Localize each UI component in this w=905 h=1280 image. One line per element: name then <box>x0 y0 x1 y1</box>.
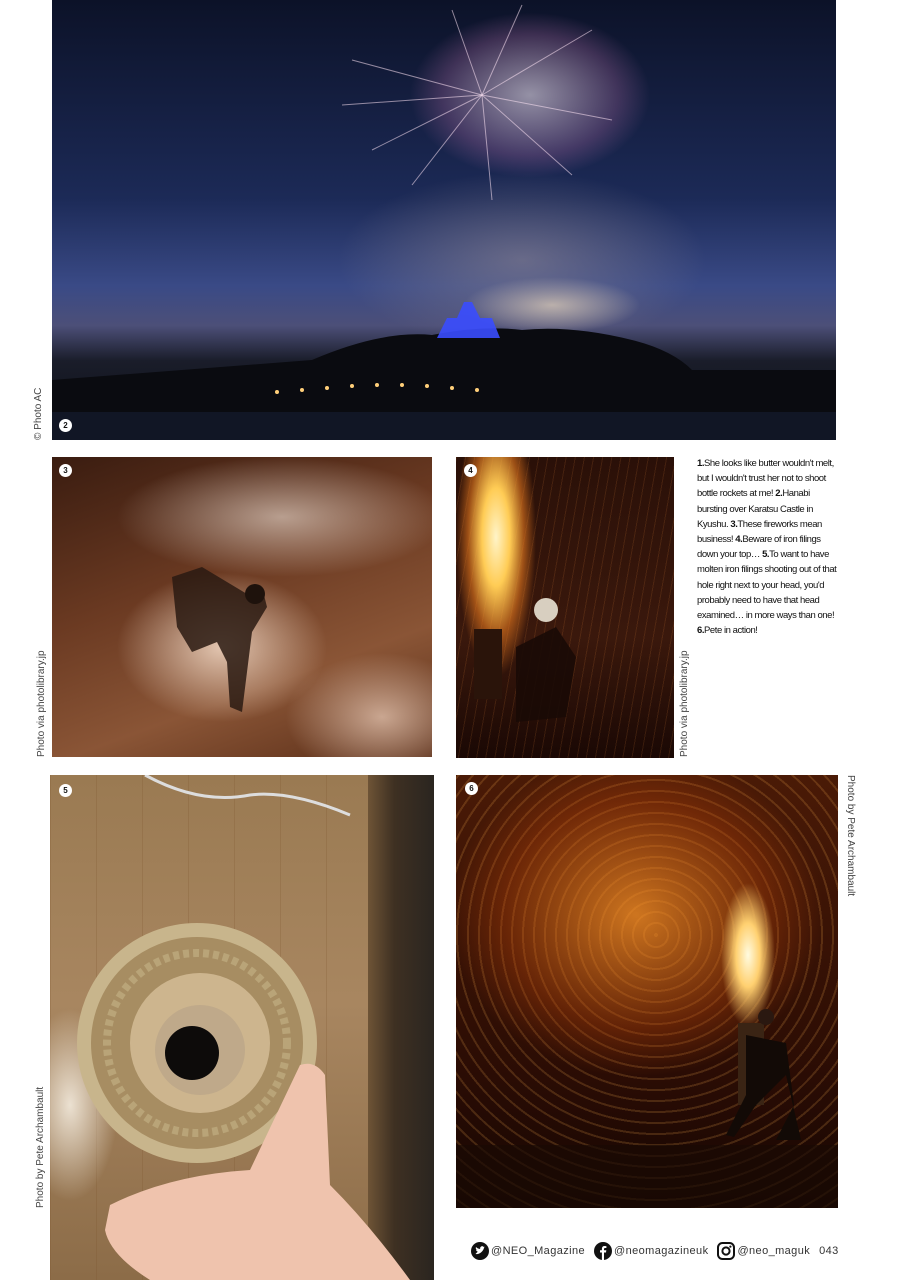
photo-fireworks-karatsu-castle <box>52 0 836 440</box>
caption-item: 5.To want to have molten iron filings shooting out of that hole right next to your head, you'd probably need to have that head examined… in more ways than one! <box>697 549 837 622</box>
social-footer <box>471 1241 839 1261</box>
page-number: 043 <box>819 1245 839 1257</box>
caption-item: 1.She looks like butter wouldn't melt, but I wouldn't trust her not to shoot bottle rockets at me! <box>697 458 834 500</box>
photo-number-badge: 3 <box>59 464 72 477</box>
fireworks-scene <box>52 0 836 440</box>
photo-number-badge: 5 <box>59 784 72 797</box>
twitter-icon <box>471 1242 489 1260</box>
tube-and-hand <box>50 775 434 1280</box>
photo-hand-held-firework <box>456 457 674 758</box>
photo-firework-tube-in-hand <box>50 775 434 1280</box>
photo-credit: Photo by Pete Archambault <box>35 1086 46 1208</box>
twitter-handle[interactable]: @NEO_Magazine <box>471 1242 585 1260</box>
firework-holder <box>456 457 674 758</box>
photo-credit: Photo via photolibrary.jp <box>679 650 690 757</box>
photo-captions <box>697 456 839 638</box>
photo-number-badge: 4 <box>464 464 477 477</box>
photo-number-badge: 2 <box>59 419 72 432</box>
photo-number-badge: 6 <box>465 782 478 795</box>
photo-fireworks-smoke <box>52 457 432 757</box>
instagram-handle[interactable]: @neo_maguk <box>717 1242 810 1260</box>
facebook-handle[interactable]: @neomagazineuk <box>594 1242 708 1260</box>
caption-item: 3.These fireworks mean business! <box>697 518 822 546</box>
caption-item: 6.Pete in action! <box>697 625 758 637</box>
photo-credit: Photo by Pete Archambault <box>845 775 856 897</box>
photo-credit: Photo via photolibrary.jp <box>36 650 47 757</box>
smoke-figure <box>52 457 432 757</box>
photo-credit: © Photo AC <box>33 387 44 440</box>
instagram-icon <box>717 1242 735 1260</box>
facebook-icon <box>594 1242 612 1260</box>
caption-item: 2.Hanabi bursting over Karatsu Castle in Kyushu. <box>697 488 813 530</box>
caption-item: 4.Beware of iron filings down your top… <box>697 534 821 561</box>
photo-pete-in-action <box>456 775 838 1208</box>
performer-silhouette <box>456 775 838 1208</box>
